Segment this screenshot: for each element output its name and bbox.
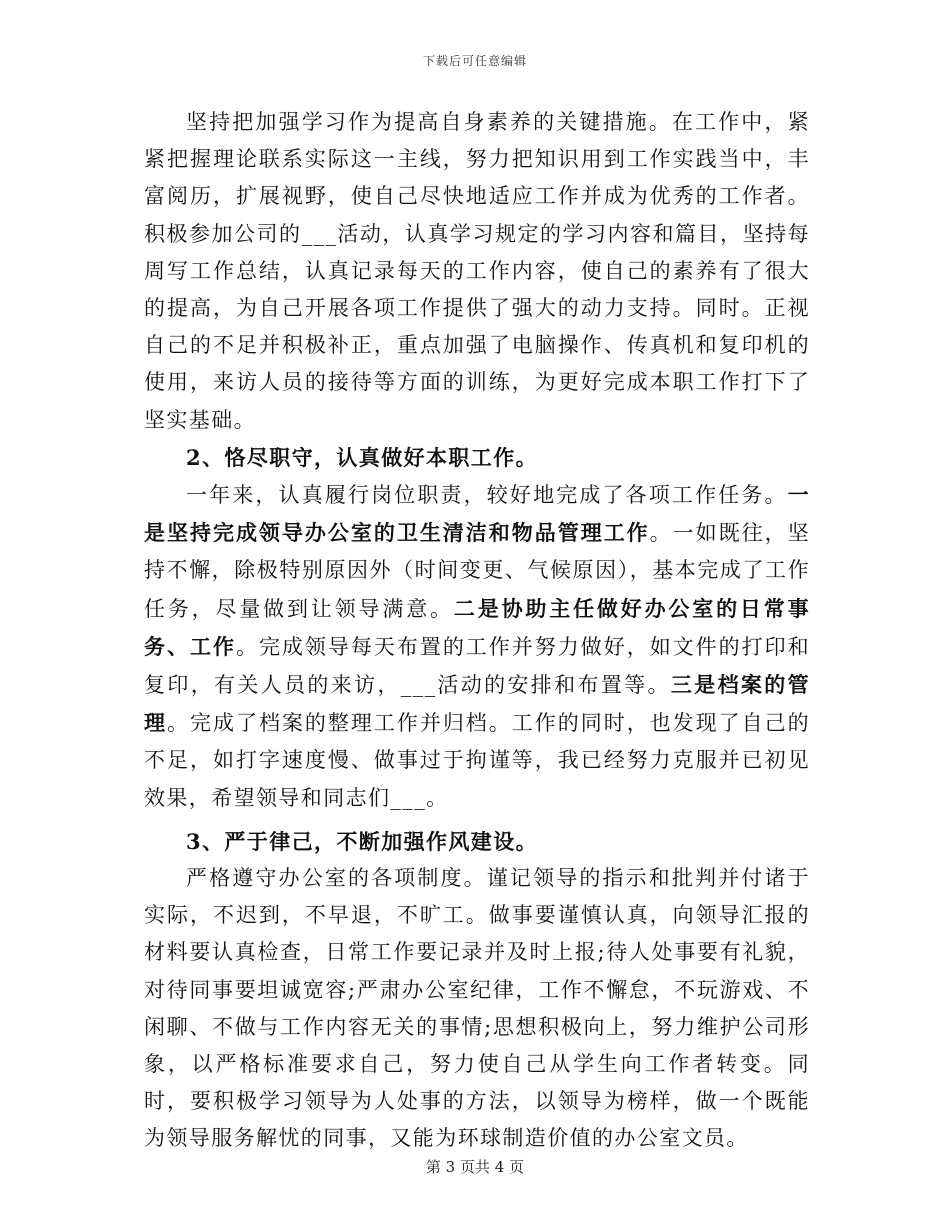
paragraph-duties [144, 476, 810, 817]
page-header: 下载后可任意编辑 [422, 54, 527, 68]
section-heading-discipline: 3、严于律己，不断加强作风建设。 [186, 828, 539, 854]
paragraph-study: 坚持把加强学习作为提高自身素养的关键措施。在工作中，紧紧把握理论联系实际这一主线，努力把知识用到工作实践当中，丰富阅历，扩展视野，使自己尽快地适应工作并成为优秀的工作者。积极参加公司的___活动，认真学习规定的学习内容和篇目，坚持每周写工作总结，认真记录每天的工作内容，使自己的素养有了很大的提高，为自己开展各项工作提供了强大的动力支持。同时。正视自己的不足并积极补正，重点加强了电脑操作、传真机和复印机的使用，来访人员的接待等方面的训练，为更好完成本职工作打下了坚实基础。 [144, 110, 810, 432]
duty-two-detail: 。完成领导每天布置的工作并努力做好，如文件的打印和复印，有关人员的来访，___活动的安排和布置等。 [144, 634, 810, 698]
page-number: 第 3 页共 4 页 [425, 1158, 525, 1176]
duty-two-bold: 二是协助主任做好办公室的日常事务、工作 [144, 595, 811, 659]
paragraph-discipline: 严格遵守办公室的各项制度。谨记领导的指示和批判并付诸于实际，不迟到，不早退，不旷工。做事要谨慎认真，向领导汇报的材料要认真检查，日常工作要记录并及时上报;待人处事要有礼貌，对待同事要坦诚宽容;严肃办公室纪律，工作不懈怠，不玩游戏、不闲聊、不做与工作内容无关的事情;思想积极向上，努力维护公司形象，以严格标准要求自己，努力使自己从学生向工作者转变。同时，要积极学习领导为人处事的方法，以领导为榜样，做一个既能为领导服务解忧的同事，又能为环球制造价值的办公室文员。 [144, 866, 810, 1151]
duties-intro: 一年来，认真履行岗位职责，较好地完成了各项工作任务。 [186, 483, 788, 508]
duty-one-detail: 。一如既往，坚持不懈，除极特别原因外（时间变更、气候原因），基本完成了工作任务，尽量做到让领导满意。 [144, 521, 810, 621]
duty-three-bold: 三是档案的管理 [144, 672, 810, 736]
duty-one-bold: 一是坚持完成领导办公室的卫生清洁和物品管理工作 [144, 482, 810, 546]
duty-three-detail: 。完成了档案的整理工作并归档。工作的同时，也发现了自己的不足，如打字速度慢、做事过于拘谨等，我已经努力克服并已初见效果，希望领导和同志们___。 [144, 711, 811, 810]
document-body [144, 104, 810, 1158]
section-heading-duties: 2、恪尽职守，认真做好本职工作。 [186, 444, 539, 470]
